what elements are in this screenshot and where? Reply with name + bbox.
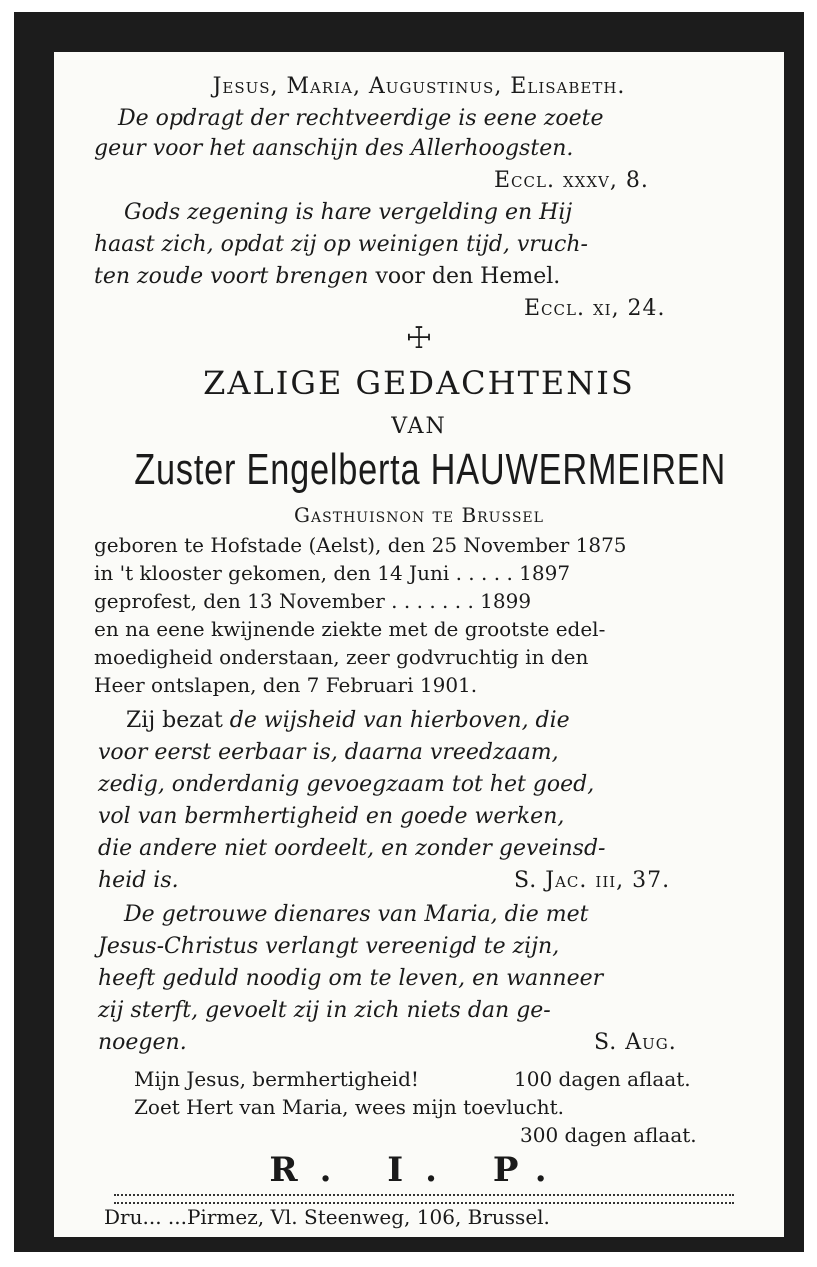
header-names: Jesus, Maria, Augustinus, Elisabeth. [212, 74, 626, 99]
servant-line2: Jesus-Christus verlangt vereenigd te zijn, [98, 934, 560, 959]
rip-text: R. I. P. [269, 1150, 569, 1190]
wisdom-line4: vol van bermhertigheid en goede werken, [98, 804, 565, 829]
prayer-line1: Mijn Jesus, bermhertigheid! [134, 1067, 419, 1091]
servant-line3: heeft geduld noodig om te leven, en wanneer [98, 966, 604, 991]
quote2-reference: Eccl. xi, 24. [524, 296, 666, 321]
wisdom-reference: S. Jac. iii, 37. [514, 868, 671, 893]
memorial-van: VAN [391, 414, 447, 439]
quote1-line1: De opdragt der rechtveerdige is eene zoete [118, 106, 604, 131]
wisdom-lead: Zij bezat [126, 708, 223, 733]
memorial-title: ZALIGE GEDACHTENIS [203, 364, 635, 402]
wisdom-line6: heid is. [98, 868, 179, 893]
quote2-line1: Gods zegening is hare vergelding en Hij [124, 200, 573, 225]
bio-line4: en na eene kwijnende ziekte met de grootste edel- [94, 617, 606, 641]
divider-top [114, 1194, 734, 1196]
quote2-line2: haast zich, opdat zij op weinigen tijd, vruch- [94, 232, 588, 257]
printer-line: Dru... ...Pirmez, Vl. Steenweg, 106, Brussel. [104, 1205, 550, 1229]
wisdom-line5: die andere niet oordeelt, en zonder geveinsd- [98, 836, 606, 861]
servant-line1: De getrouwe dienares van Maria, die met [124, 902, 589, 927]
cross-icon: ☩ [405, 321, 433, 356]
bio-line2: in 't klooster gekomen, den 14 Juni . . . . . 1897 [94, 561, 571, 585]
wisdom-line1: de wijsheid van hierboven, die [229, 708, 570, 733]
deceased-role: Gasthuisnon te Brussel [294, 503, 544, 527]
wisdom-line0 [126, 708, 570, 734]
wisdom-line2: voor eerst eerbaar is, daarna vreedzaam, [98, 740, 559, 765]
bio-line5: moedigheid onderstaan, zeer godvruchtig in den [94, 645, 589, 669]
quote2-line3a: ten zoude voort brengen [94, 264, 369, 289]
bio-line6: Heer ontslapen, den 7 Februari 1901. [94, 673, 478, 697]
quote1-line2: geur voor het aanschijn des Allerhoogsten. [94, 136, 574, 161]
memorial-card [14, 12, 804, 1252]
prayer-line2: Zoet Hert van Maria, wees mijn toevlucht. [134, 1095, 565, 1119]
wisdom-line3: zedig, onderdanig gevoegzaam tot het goed, [98, 772, 595, 797]
servant-line4: zij sterft, gevoelt zij in zich niets dan ge- [98, 998, 551, 1023]
prayer-line2-indulgence: 300 dagen aflaat. [520, 1123, 697, 1147]
servant-reference: S. Aug. [594, 1030, 677, 1055]
card-inner [54, 52, 784, 1237]
quote2-line3b: voor den Hemel. [375, 264, 561, 289]
quote1-reference: Eccl. xxxv, 8. [494, 168, 649, 193]
bio-line1: geboren te Hofstade (Aelst), den 25 November 1875 [94, 533, 627, 557]
deceased-name: Zuster Engelberta HAUWERMEIREN [134, 445, 727, 494]
bio-line3: geprofest, den 13 November . . . . . . . 1899 [94, 589, 532, 613]
servant-line5: noegen. [98, 1030, 187, 1055]
quote2-line3 [94, 264, 560, 290]
prayer-line1-indulgence: 100 dagen aflaat. [514, 1067, 691, 1091]
